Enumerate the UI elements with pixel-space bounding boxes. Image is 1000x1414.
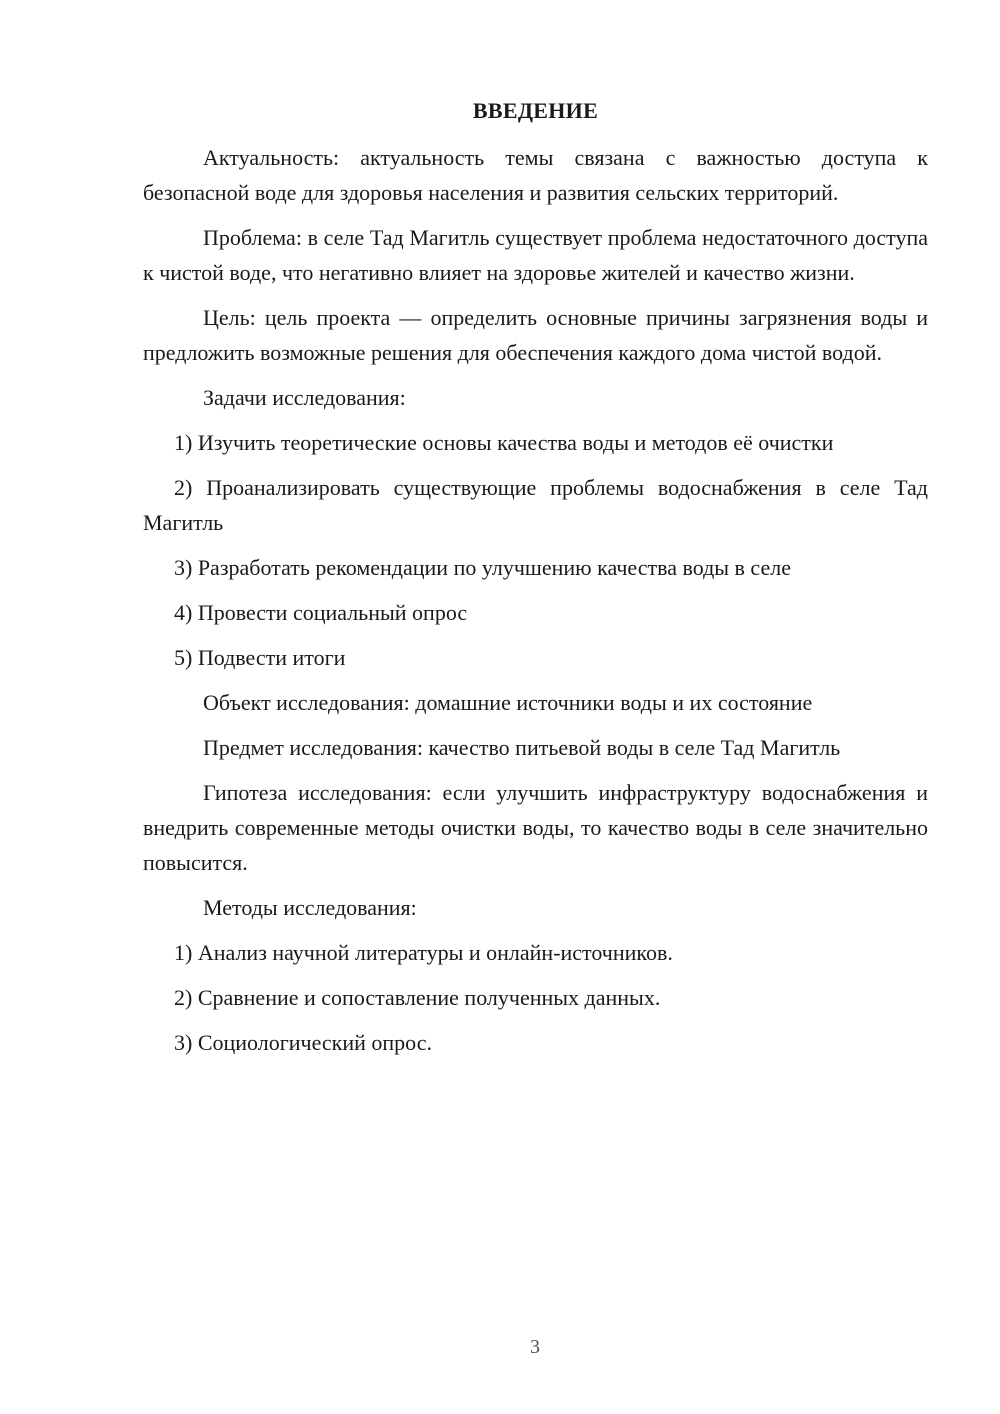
task-item-2: 2) Проанализировать существующие проблемы водоснабжения в селе Тад Магитль bbox=[143, 475, 928, 535]
page-number: 3 bbox=[530, 1336, 540, 1358]
task-item-4: 4) Провести социальный опрос bbox=[174, 600, 468, 625]
method-item-2: 2) Сравнение и сопоставление полученных данных. bbox=[174, 985, 661, 1010]
task-item-3: 3) Разработать рекомендации по улучшению качества воды в селе bbox=[174, 555, 791, 580]
document-page bbox=[143, 96, 928, 1070]
task-item-1: 1) Изучить теоретические основы качества воды и методов её очистки bbox=[174, 430, 834, 455]
problem-paragraph: Проблема: в селе Тад Магитль существует проблема недостаточного доступа к чистой воде, что негативно влияет на здоровье жителей и качество жизни. bbox=[143, 225, 928, 285]
object-paragraph: Объект исследования: домашние источники воды и их состояние bbox=[203, 690, 813, 715]
subject-paragraph: Предмет исследования: качество питьевой воды в селе Тад Магитль bbox=[203, 735, 841, 760]
tasks-heading: Задачи исследования: bbox=[203, 385, 406, 410]
task-item-5: 5) Подвести итоги bbox=[174, 645, 346, 670]
goal-paragraph: Цель: цель проекта — определить основные причины загрязнения воды и предложить возможные решения для обеспечения каждого дома чистой водой. bbox=[143, 305, 928, 365]
document-title: ВВЕДЕНИЕ bbox=[472, 98, 599, 123]
methods-heading: Методы исследования: bbox=[203, 895, 417, 920]
method-item-1: 1) Анализ научной литературы и онлайн-источников. bbox=[174, 940, 673, 965]
hypothesis-paragraph: Гипотеза исследования: если улучшить инфраструктуру водоснабжения и внедрить современные методы очистки воды, то качество воды в селе значительно повысится. bbox=[143, 780, 928, 875]
method-item-3: 3) Социологический опрос. bbox=[174, 1030, 432, 1055]
relevance-paragraph: Актуальность: актуальность темы связана с важностью доступа к безопасной воде для здоровья населения и развития сельских территорий. bbox=[143, 145, 928, 205]
